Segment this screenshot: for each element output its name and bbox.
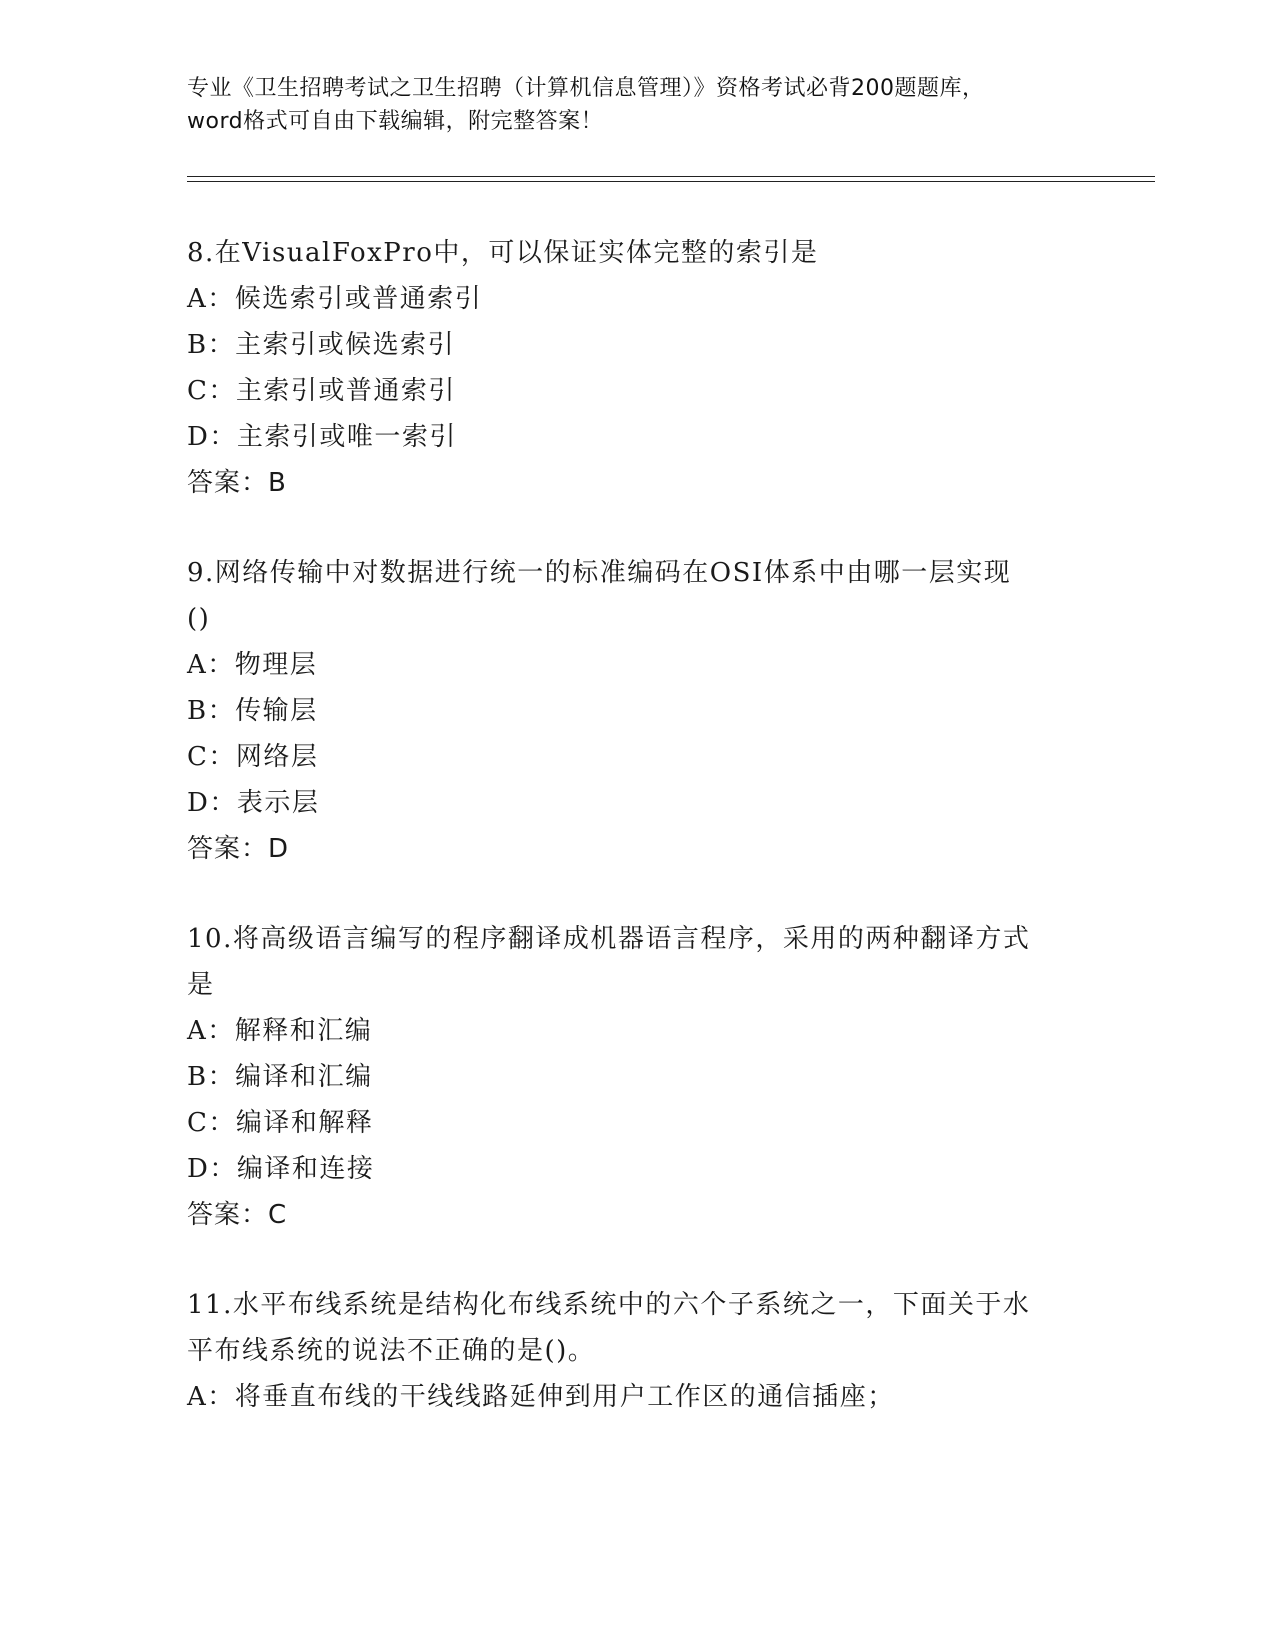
option-a: A：候选索引或普通索引 xyxy=(187,284,483,314)
header-line-1: 专业《卫生招聘考试之卫生招聘（计算机信息管理）》资格考试必背200题题库， xyxy=(187,76,985,101)
answer-label: 答案：B xyxy=(187,468,287,498)
option-d: D：编译和连接 xyxy=(187,1154,375,1184)
question-list xyxy=(187,230,1087,1420)
header-divider-bottom xyxy=(187,181,1155,182)
question-8 xyxy=(187,230,1087,506)
option-a: A：将垂直布线的干线线路延伸到用户工作区的通信插座； xyxy=(187,1382,895,1412)
option-c: C：主索引或普通索引 xyxy=(187,376,456,406)
question-stem: 8.在VisualFoxPro中，可以保证实体完整的索引是 xyxy=(187,238,819,268)
option-d: D：主索引或唯一索引 xyxy=(187,422,457,452)
question-11 xyxy=(187,1282,1087,1420)
question-9 xyxy=(187,550,1087,872)
spacer xyxy=(187,1238,1087,1282)
spacer xyxy=(187,872,1087,916)
option-b: B：传输层 xyxy=(187,696,318,726)
question-stem: 10.将高级语言编写的程序翻译成机器语言程序，采用的两种翻译方式 xyxy=(187,924,1031,954)
header-divider-top xyxy=(187,176,1155,177)
answer-label: 答案：D xyxy=(187,834,290,864)
option-a: A：物理层 xyxy=(187,650,318,680)
option-a: A：解释和汇编 xyxy=(187,1016,373,1046)
option-d: D：表示层 xyxy=(187,788,320,818)
question-stem-continued: 平布线系统的说法不正确的是()。 xyxy=(187,1336,596,1366)
header-line-2: word格式可自由下载编辑，附完整答案！ xyxy=(187,109,604,134)
question-stem-continued: () xyxy=(187,604,211,634)
question-stem: 9.网络传输中对数据进行统一的标准编码在OSI体系中由哪一层实现 xyxy=(187,558,1012,588)
option-b: B：编译和汇编 xyxy=(187,1062,373,1092)
question-stem: 11.水平布线系统是结构化布线系统中的六个子系统之一，下面关于水 xyxy=(187,1290,1031,1320)
document-header xyxy=(187,72,1087,138)
question-stem-continued: 是 xyxy=(187,970,215,1000)
option-c: C：编译和解释 xyxy=(187,1108,374,1138)
spacer xyxy=(187,506,1087,550)
option-b: B：主索引或候选索引 xyxy=(187,330,456,360)
answer-label: 答案：C xyxy=(187,1200,288,1230)
option-c: C：网络层 xyxy=(187,742,319,772)
question-10 xyxy=(187,916,1087,1238)
